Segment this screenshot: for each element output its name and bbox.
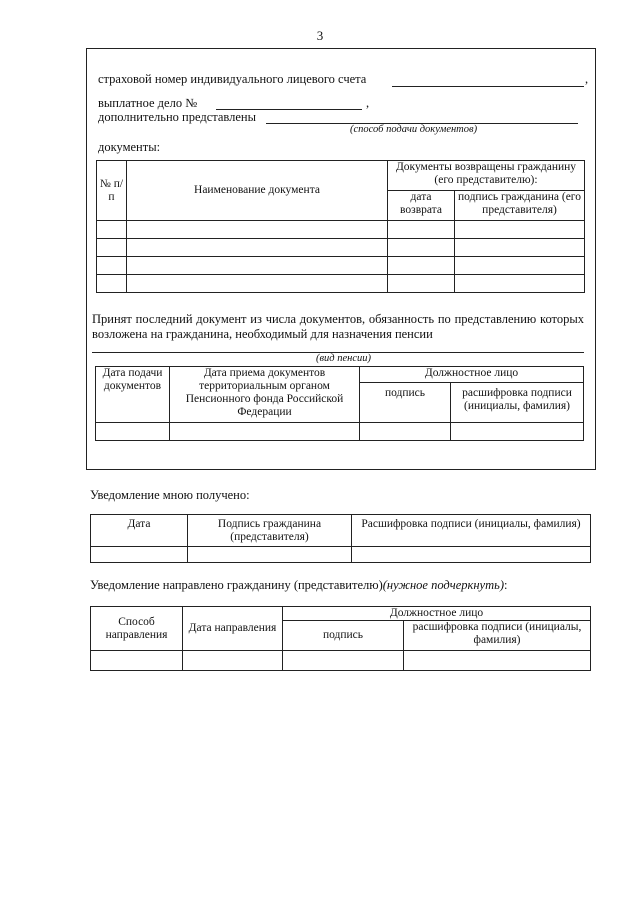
table-cell[interactable]: [97, 257, 127, 275]
documents-table: [96, 160, 585, 293]
table-row: [91, 651, 591, 671]
col-date-header: Дата: [91, 515, 188, 547]
submission-method-hint: (способ подачи документов): [350, 124, 478, 135]
table-cell[interactable]: [91, 651, 183, 671]
col-date-header: Дата направления: [183, 607, 283, 651]
col-name-header: Наименование документа: [127, 161, 388, 221]
table-cell[interactable]: [127, 257, 388, 275]
payment-file-label: выплатное дело №: [98, 96, 198, 110]
col-return-date-header: дата возврата: [388, 191, 455, 221]
table-cell[interactable]: [451, 423, 584, 441]
table-cell[interactable]: [388, 221, 455, 239]
col-signature-header: подпись: [283, 621, 404, 651]
col-method-header: Способ направления: [91, 607, 183, 651]
notice-sent-label: [90, 578, 507, 593]
insurance-number-label: страховой номер индивидуального лицевого счета: [98, 72, 367, 86]
pension-type-hint: (вид пенсии): [316, 353, 372, 364]
table-cell[interactable]: [188, 547, 352, 563]
accepted-paragraph: Принят последний документ из числа документов, обязанность по представлению которых возложена на гражданина, необходимый для назначения пенсии: [92, 312, 584, 341]
col-num-header: № п/п: [97, 161, 127, 221]
table-cell[interactable]: [404, 651, 591, 671]
col-returned-header: Документы возвращены гражданину (его представителю):: [388, 161, 585, 191]
notice-received-table: [90, 514, 591, 563]
insurance-number-field[interactable]: [392, 86, 584, 87]
col-signature-header: подпись гражданина (его представителя): [455, 191, 585, 221]
table-cell[interactable]: [91, 547, 188, 563]
additional-label: дополнительно представлены: [98, 110, 257, 124]
table-cell[interactable]: [170, 423, 360, 441]
table-cell[interactable]: [388, 239, 455, 257]
table-cell[interactable]: [127, 275, 388, 293]
table-row: [97, 239, 585, 257]
table-row: [97, 275, 585, 293]
table-row: [96, 423, 584, 441]
table-cell[interactable]: [97, 239, 127, 257]
notice-sent-text: Уведомление направлено гражданину (представителю): [90, 578, 383, 592]
col-accept-date-header: Дата приема документов территориальным органом Пенсионного фонда Российской Федерации: [170, 367, 360, 423]
table-cell[interactable]: [455, 221, 585, 239]
table-cell[interactable]: [360, 423, 451, 441]
table-cell[interactable]: [183, 651, 283, 671]
table-cell[interactable]: [97, 275, 127, 293]
col-official-header: Должностное лицо: [283, 607, 591, 621]
table-row: [97, 257, 585, 275]
documents-label: документы:: [98, 140, 161, 154]
payment-file-comma: ,: [366, 96, 370, 110]
table-cell[interactable]: [283, 651, 404, 671]
notice-sent-colon: :: [503, 578, 508, 592]
notice-sent-hint: (нужное подчеркнуть): [382, 578, 504, 592]
col-signature-header: подпись: [360, 383, 451, 423]
table-cell[interactable]: [388, 257, 455, 275]
col-decode-header: расшифровка подписи (инициалы, фамилия): [451, 383, 584, 423]
acceptance-table: [95, 366, 584, 441]
table-cell[interactable]: [388, 275, 455, 293]
col-decode-header: расшифровка подписи (инициалы, фамилия): [404, 621, 591, 651]
table-cell[interactable]: [455, 275, 585, 293]
table-cell[interactable]: [96, 423, 170, 441]
table-cell[interactable]: [127, 221, 388, 239]
col-signature-header: Подпись гражданина (представителя): [188, 515, 352, 547]
table-cell[interactable]: [455, 239, 585, 257]
page-number: 3: [316, 28, 324, 43]
table-row: [97, 221, 585, 239]
insurance-number-comma: ,: [585, 72, 589, 86]
table-cell[interactable]: [127, 239, 388, 257]
col-decode-header: Расшифровка подписи (инициалы, фамилия): [352, 515, 591, 547]
col-submit-date-header: Дата подачи документов: [96, 367, 170, 423]
notice-sent-table: [90, 606, 591, 671]
table-cell[interactable]: [455, 257, 585, 275]
notice-received-label: Уведомление мною получено:: [90, 488, 250, 502]
table-cell[interactable]: [352, 547, 591, 563]
col-official-header: Должностное лицо: [360, 367, 584, 383]
table-row: [91, 547, 591, 563]
table-cell[interactable]: [97, 221, 127, 239]
